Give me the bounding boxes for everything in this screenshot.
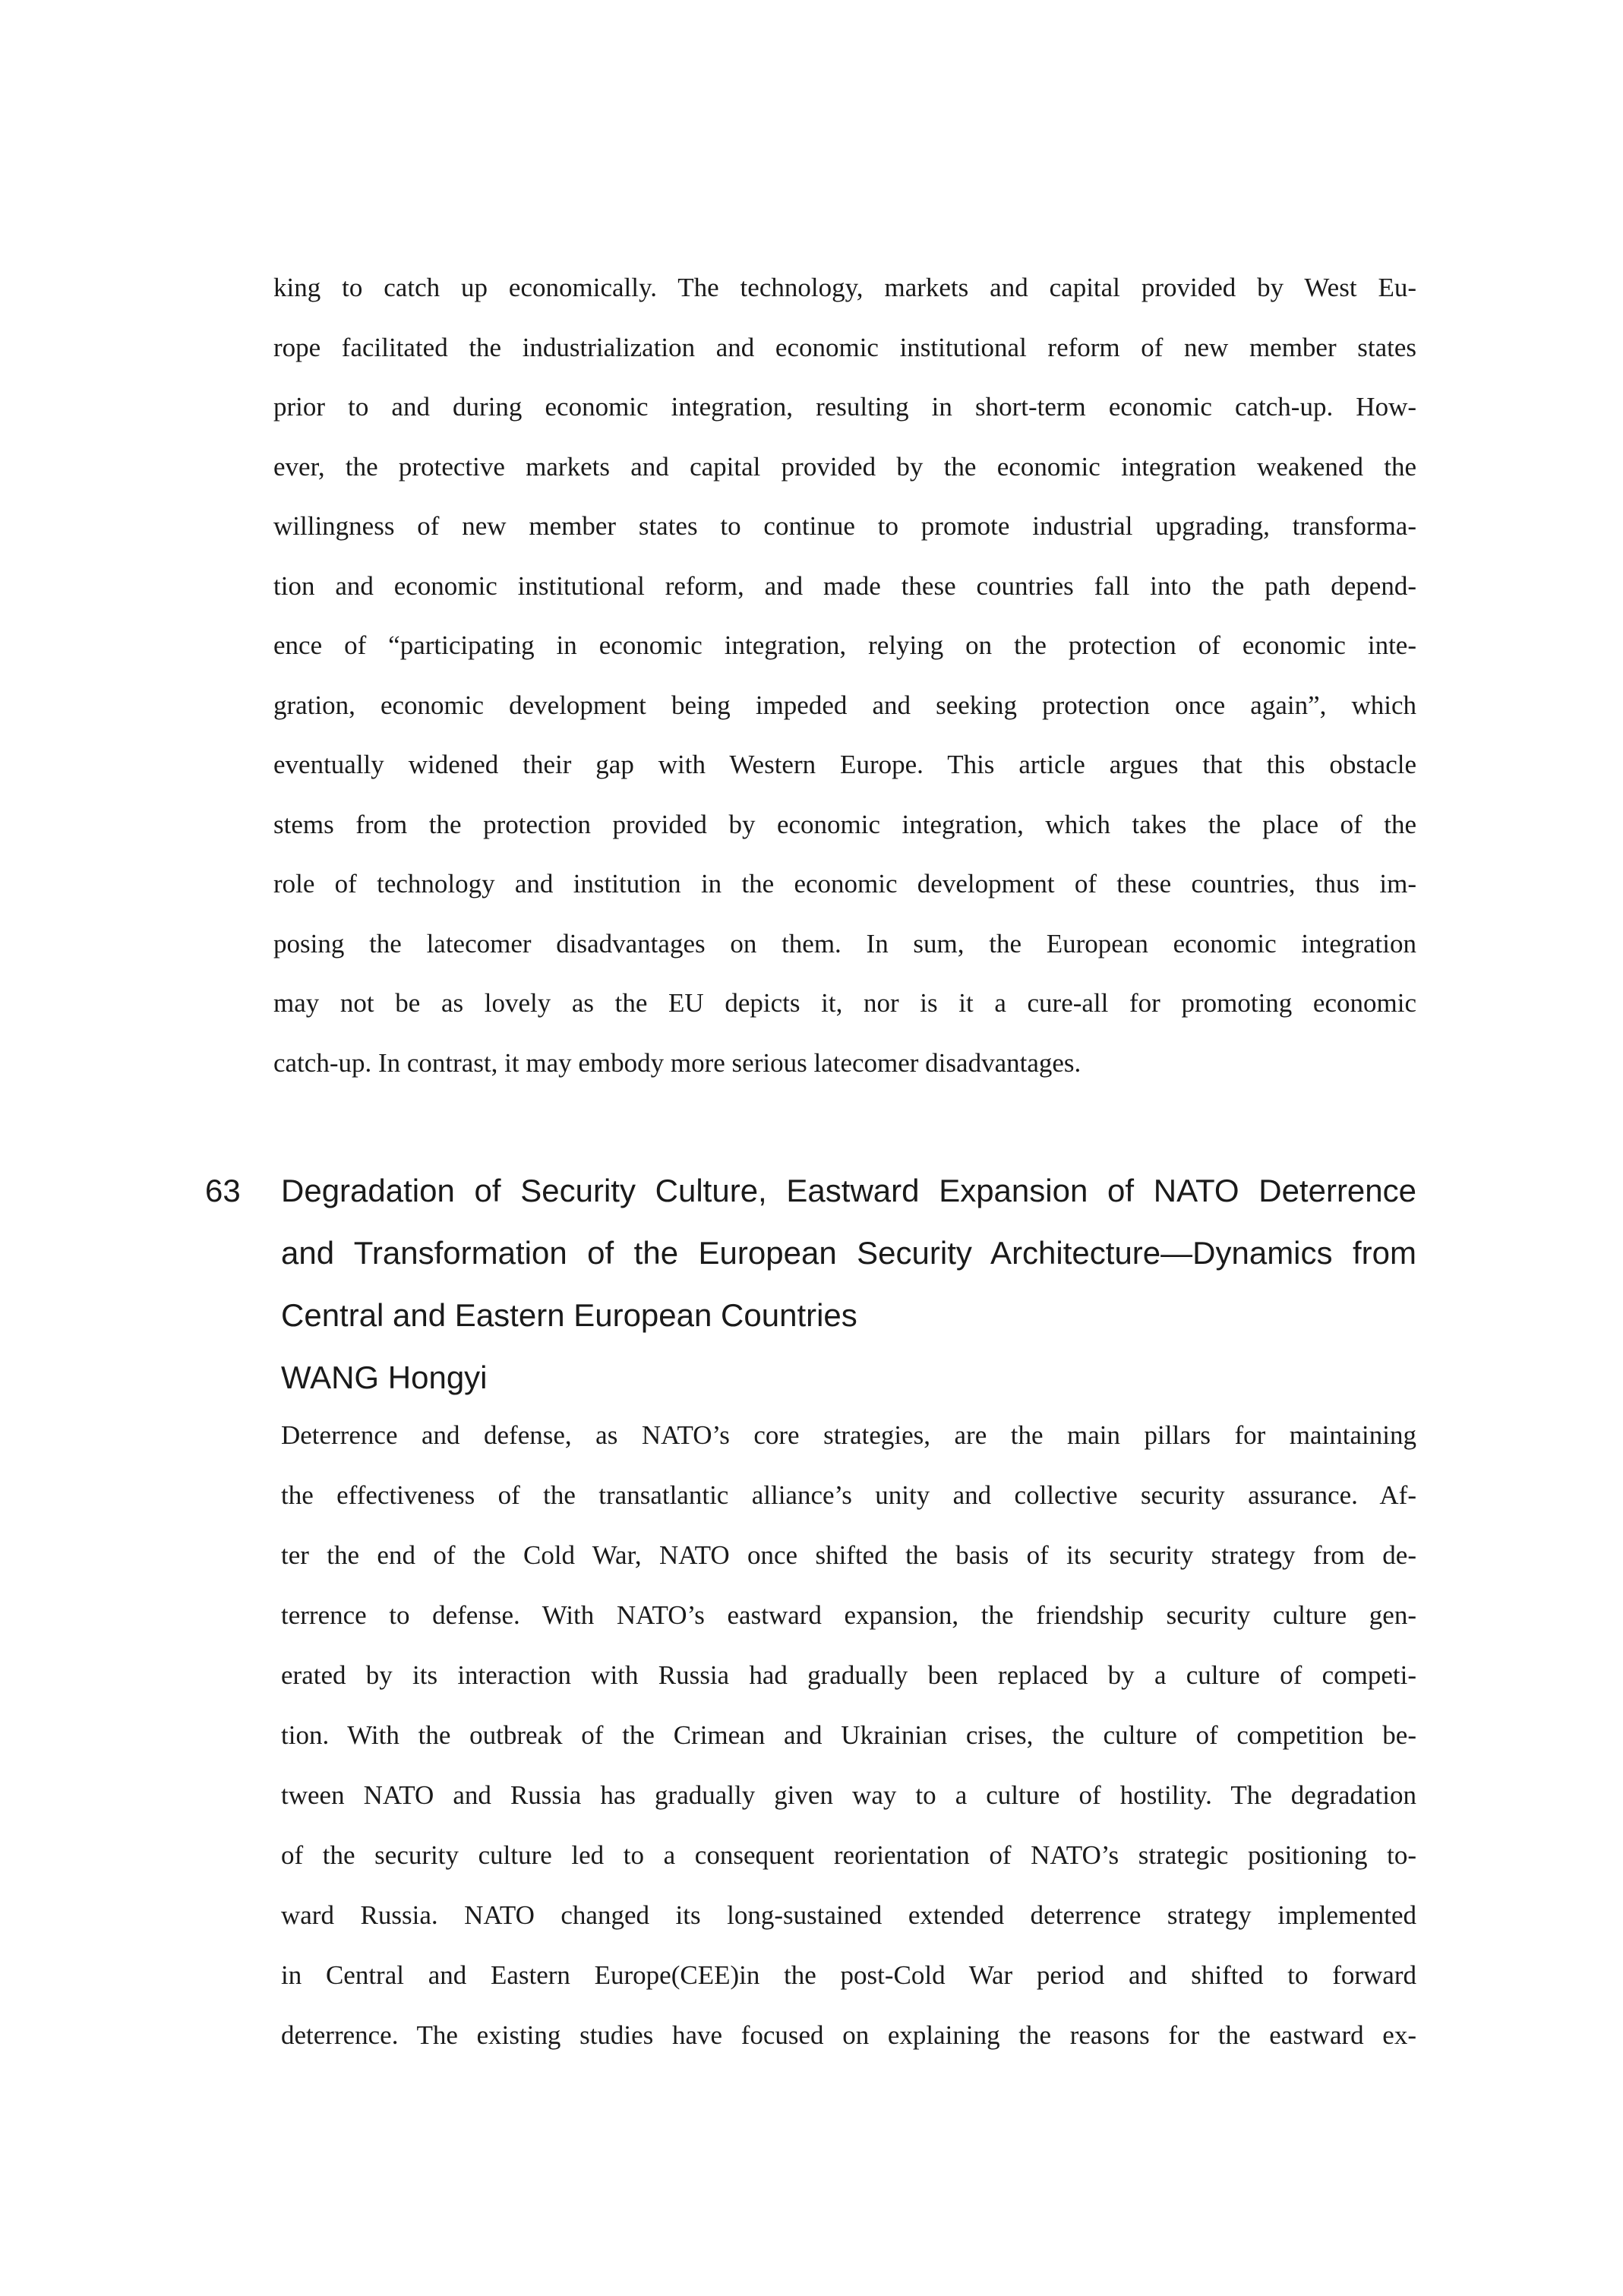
paragraph-line: prior to and during economic integration, resulting in short-term economic catch-up. How- bbox=[273, 392, 1416, 422]
entry-author: WANG Hongyi bbox=[281, 1360, 488, 1395]
paragraph-line: role of technology and institution in the economic development of these countries, thus im- bbox=[273, 869, 1416, 899]
abstract-line: the effectiveness of the transatlantic alliance’s unity and collective security assurance. Af- bbox=[281, 1480, 1416, 1510]
paragraph-line: may not be as lovely as the EU depicts it, nor is it a cure-all for promoting economic bbox=[273, 988, 1416, 1018]
paragraph-line: stems from the protection provided by economic integration, which takes the place of the bbox=[273, 809, 1416, 839]
abstract-line: deterrence. The existing studies have focused on explaining the reasons for the eastward ex- bbox=[281, 2020, 1416, 2050]
paragraph-line: ence of “participating in economic integration, relying on the protection of economic inte- bbox=[273, 630, 1416, 660]
paragraph-line: willingness of new member states to continue to promote industrial upgrading, transforma- bbox=[273, 511, 1416, 541]
abstract-line: Deterrence and defense, as NATO’s core strategies, are the main pillars for maintaining bbox=[281, 1420, 1416, 1450]
abstract-line: tween NATO and Russia has gradually given way to a culture of hostility. The degradation bbox=[281, 1780, 1416, 1810]
paragraph-line: eventually widened their gap with Western Europe. This article argues that this obstacle bbox=[273, 750, 1416, 779]
paragraph-line: tion and economic institutional reform, and made these countries fall into the path depend- bbox=[273, 570, 1416, 601]
abstract-line: erated by its interaction with Russia had gradually been replaced by a culture of competi- bbox=[281, 1660, 1416, 1690]
abstract-line: terrence to defense. With NATO’s eastward expansion, the friendship security culture gen- bbox=[281, 1600, 1416, 1630]
title-line: Central and Eastern European Countries bbox=[281, 1297, 857, 1333]
abstract-line: ter the end of the Cold War, NATO once shifted the basis of its security strategy from de- bbox=[281, 1540, 1416, 1570]
entry-number: 63 bbox=[205, 1173, 241, 1208]
paragraph-line: rope facilitated the industrialization and economic institutional reform of new member states bbox=[273, 332, 1416, 362]
abstract-line: of the security culture led to a consequent reorientation of NATO’s strategic positioning to- bbox=[281, 1840, 1416, 1870]
entry-title bbox=[281, 1160, 1416, 1347]
title-line: Degradation of Security Culture, Eastward Expansion of NATO Deterrence bbox=[281, 1173, 1416, 1208]
paragraph-line: posing the latecomer disadvantages on them. In sum, the European economic integration bbox=[273, 928, 1416, 959]
abstract-line: ward Russia. NATO changed its long-sustained extended deterrence strategy implemented bbox=[281, 1900, 1416, 1930]
entry-abstract bbox=[281, 1405, 1416, 2065]
paragraph-line: gration, economic development being impeded and seeking protection once again”, which bbox=[273, 690, 1416, 720]
abstract-line: in Central and Eastern Europe(CEE)in the post-Cold War period and shifted to forward bbox=[281, 1960, 1416, 1990]
continuation-paragraph bbox=[273, 258, 1416, 1093]
title-line: and Transformation of the European Security Architecture—Dynamics from bbox=[281, 1235, 1416, 1271]
paragraph-line: catch-up. In contrast, it may embody more serious latecomer disadvantages. bbox=[273, 1047, 1081, 1078]
paragraph-line: ever, the protective markets and capital provided by the economic integration weakened the bbox=[273, 451, 1416, 482]
paragraph-line: king to catch up economically. The technology, markets and capital provided by West Eu- bbox=[273, 273, 1416, 302]
abstract-line: tion. With the outbreak of the Crimean and Ukrainian crises, the culture of competition be- bbox=[281, 1720, 1416, 1750]
